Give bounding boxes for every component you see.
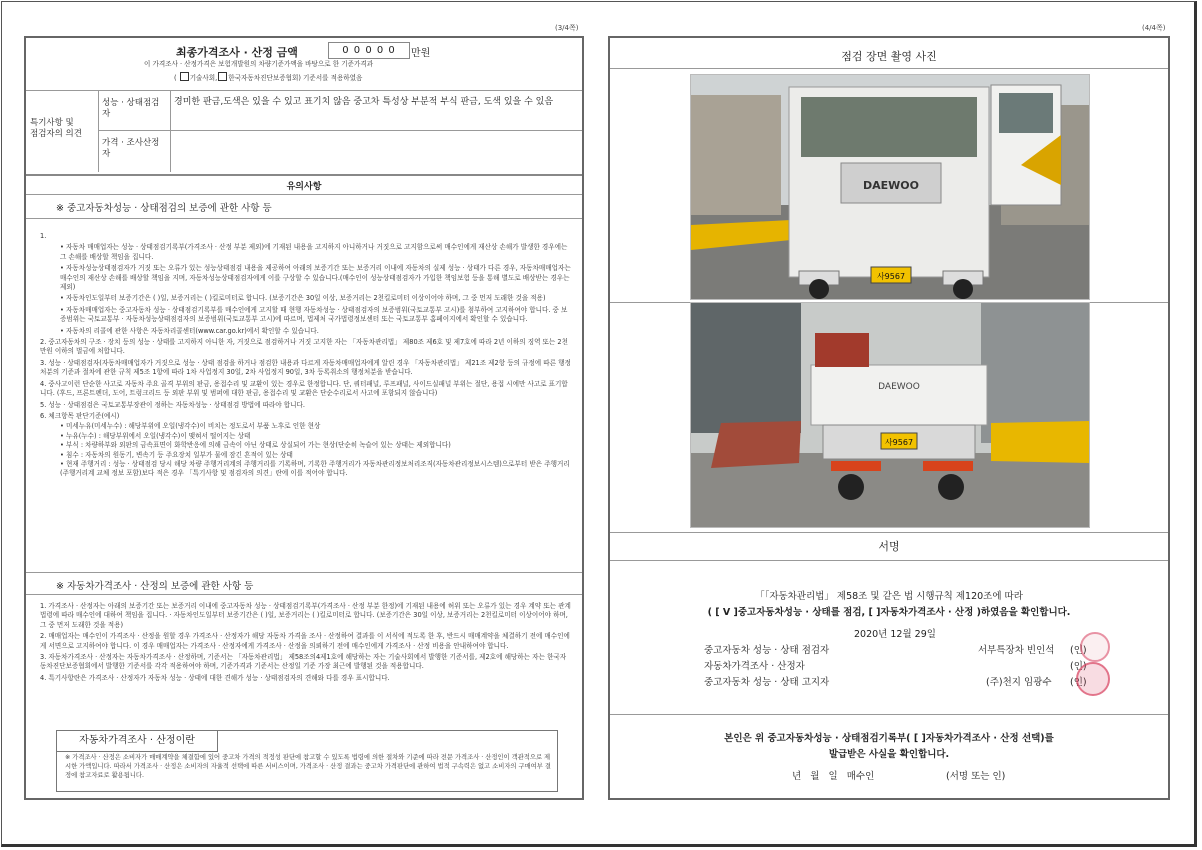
rear-plate-text: 사9567: [884, 438, 914, 447]
final-price-note2: ( 기술사회, 한국자동차진단보증협회) 기준서를 적용하였음: [174, 74, 363, 82]
inspector-label-cell: [98, 90, 171, 131]
section2-title: ※ 자동차가격조사 · 산정의 보증에 관한 사항 등: [56, 581, 254, 592]
s1-bullet: • 자동차 매매업자는 성능 · 상태점검기록부(가격조사 · 산정 부분 제외)에 기재된 내용을 고지하지 아니하거나 거짓으로 고지함으로써 매수인에게 재산상 손해가 발생한 경우에는 그 손해를 배상할 책임을 집니다.: [60, 243, 568, 261]
s2-item-4: 4. 특기사항란은 가격조사 · 산정자가 자동차 성능 · 상태에 대한 견해가 성능 · 상태점검자의 견해와 다를 경우 표시합니다.: [40, 673, 390, 682]
appraiser-label-cell: [98, 130, 171, 172]
rear-photo: [690, 302, 1090, 528]
left-page: [24, 36, 584, 800]
s1-bullet: • 부식 : 차량하부와 외판의 금속표면이 화학반응에 의해 금속이 아닌 상태로 상실되어 가는 현상(단순히 녹슬어 있는 상태는 제외합니다): [60, 441, 451, 450]
page-number-right: (4/4쪽): [1142, 24, 1166, 32]
s1-item-5: 5. 성능 · 상태점검은 국토교통부장관이 정하는 자동차성능 · 상태점검 방법에 따라야 합니다.: [40, 400, 305, 409]
section1-list: [40, 232, 572, 479]
right-page: [608, 36, 1170, 800]
signer-3-seal-label: (인): [1070, 677, 1087, 688]
price-definition-box: [56, 730, 558, 792]
s1-bullet: • 누유(누수) : 해당부위에서 오일(냉각수)이 맺혀서 떨어지는 상태: [60, 431, 251, 440]
signer-1-role: 중고자동차 성능 · 상태 점검자: [704, 645, 830, 656]
signer-2-seal-label: (인): [1070, 661, 1087, 672]
s1-item-4: 4. 중사고이런 단순한 사고로 자동차 주요 골격 부위의 판금, 용접수리 및 교환이 있는 경우로 한정합니다. 단, 쿼터패널, 루프패널, 사이드실패널 부위는 절단, 용접 시에만 사고로 표기합니다. (후드, 프론트펜더, 도어, 트렁크리드 등 외판 부위 및 범퍼에 대한 판금, 용접수리 및 교환은 단순수리로서 사고에 포함되지 않습니다): [40, 379, 568, 398]
front-brand-text: DAEWOO: [863, 179, 919, 192]
photo-section-title: 점검 장면 촬영 사진: [841, 50, 937, 63]
final-price-section: [26, 38, 582, 94]
s1-item-1: 1. • 자동차 매매업자는 성능 · 상태점검기록부(가격조사 · 산정 부분 제외)에 기재된 내용을 고지하지 아니하거나 거짓으로 고지함으로써 매수인에게 재산상 손해가 발생한 경우에는 그 손해를 배상할 책임을 집니다. • 자동차성능상태점검자가 거짓 또는 오류가 있는 성능상태점검 내용을 제공하여 아래의 보증기간 또는 보증거리 이내에 자동차의 실제 성능 · 상태가 다른 경우, 자동차매매업자는 매수인의 재산상 손해를 배상할 책임을 지며, 자동차성능상태점검자에게 이를 구상할 수 있습니다.(매수인이 성능상태점검자가 가입한 책임보험 등을 통해 별도로 배상받는 경우는 제외) • 자동차인도일부터 보증기간은 ( )일, 보증거리는 ( )킬로미터로 합니다. (보증기간은 30일 이상, 보증거리는 2천킬로미터 이상이어야 하며, 그 중 먼저 도래한 것을 적용) • 자동차매매업자는 중고자동차 성능 · 상태점검기록부를 매수인에게 고지할 때 현행 자동차성능 · 상태점검자의 보증범위(국토교통부 고시)를 첨부하여 고지하여야 합니다. 중 보증범위는 국토교통부 · 자동차성능상태점검자의 보증범위(국토교통부 고시)에 따르며, 법제처 국가법령정보센터 또는 국토교통부 홈페이지에서 확인할 수 있습니다. • 자동차의 리콜에 관한 사항은 자동차리콜센터(www.car.go.kr)에서 확인할 수 있습니다.: [40, 232, 571, 335]
front-plate-text: 사9567: [876, 272, 906, 281]
s2-item-3: 3. 자동차가격조사 · 산정자는 자동차가격조사 · 산정하며, 기준서는 「자동차관리법」 제58조의4제1호에 해당하는 자는 기술사회에서 발행한 기준서를, 제2호에 해당하는 자는 한국자동차진단보증협회에서 발행한 기준서를 각각 적용하여야 하며, 기준가격과 기준서는 산정일 기준 가장 최근에 발행된 것을 적용합니다.: [40, 653, 567, 671]
inspector-opinion-text: 경미한 판금,도색은 있을 수 있고 표기치 않음 중고차 특성상 부분적 부식 판금, 도색 있을 수 있음: [174, 97, 554, 107]
sign-date: 2020년 12월 29일: [854, 629, 936, 640]
s1-item-2: 2. 중고자동차의 구조 · 장치 등의 성능 · 상태를 고지하지 아니한 자, 거짓으로 점검하거나 거짓 고지한 자는 「자동차관리법」 제80조 제6호 및 제7호에 따라 2년 이하의 징역 또는 2천만원 이하의 벌금에 처합니다.: [40, 338, 568, 356]
law-line-2: ( [ V ]중고자동차성능 · 상태를 점검, [ ]자동차가격조사 · 산정 )하였음을 확인합니다.: [707, 607, 1071, 618]
final-price-note1: 이 가격조사 · 산정가격은 보험개발원의 차량기준가액을 바탕으로 한 기준가격과: [144, 60, 374, 68]
s1-bullet: • 침수 : 자동차의 원동기, 변속기 등 주요장치 일부가 물에 잠긴 흔적이 있는 상태: [60, 450, 293, 459]
section2-list: [40, 602, 572, 683]
s1-bullet: • 자동차의 리콜에 관한 사항은 자동차리콜센터(www.car.go.kr)에서 확인할 수 있습니다.: [60, 326, 319, 335]
final-price-unit: 만원: [411, 48, 431, 59]
signer-1-name: 서부특장차 빈인석: [978, 645, 1055, 656]
receipt-line-2: 발급받은 사실을 확인합니다.: [828, 749, 950, 760]
s1-bullet: • 자동차매매업자는 중고자동차 성능 · 상태점검기록부를 매수인에게 고지할 때 현행 자동차성능 · 상태점검자의 보증범위(국토교통부 고시)를 첨부하여 고지하여야 합니다. 중 보증범위는 국토교통부 · 자동차성능상태점검자의 보증범위(국토교통부 고시)에 따르며, 법제처 국가법령정보센터 또는 국토교통부 홈페이지에서 확인할 수 있습니다.: [60, 305, 568, 324]
seal-stamp-3: [1076, 662, 1110, 696]
final-price-amount: 0 0 0 0 0: [328, 42, 410, 59]
rear-brand-text: DAEWOO: [878, 382, 920, 392]
section1-title: ※ 중고자동차성능 · 상태점검의 보증에 관한 사항 등: [56, 203, 272, 214]
s1-item-6: 6. 체크항목 판단기준(예시) • 미세누유(미세누수) : 해당부위에 오일(냉각수)이 비치는 정도로서 부품 노후로 인한 현상 • 누유(누수) : 해당부위에서 오일(냉각수)이 맺혀서 떨어지는 상태 • 부식 : 차량하부와 외판의 금속표면이 화학반응에 의해 금속이 아닌 상태로 상실되어 가는 현상(단순히 녹슬어 있는 상태는 제외합니다) • 침수 : 자동차의 원동기, 변속기 등 주요장치 일부가 물에 잠긴 흔적이 있는 상태 • 현재 주행거리 : 성능 · 상태점검 당시 해당 차량 주행거리계의 주행거리를 기록하며, 기록한 주행거리가 자동차관리정보처리조직(자동차관리정보시스템)으로부터 받은 주행거리(주행거리계 교체 정보 포함)보다 적은 경우 「특기사항 및 점검자의 의견」란에 이를 적어야 합니다.: [40, 412, 572, 479]
signer-2-role: 자동차가격조사 · 산정자: [704, 661, 805, 672]
rear-photo-illustration: [691, 303, 1089, 527]
final-price-title: 최종가격조사 · 산정 금액: [176, 46, 298, 59]
opinion-label-cell: [26, 90, 99, 172]
s1-item-3: 3. 성능 · 상태점검자(자동차매매업자가 거짓으로 성능 · 상태 점검을 하거나 점검한 내용과 다르게 자동차매매업자에게 알린 경우 「자동차관리법」 제21조 제2항 등의 규정에 따른 행정처분의 기준과 절차에 관한 규칙 제5조 1항에 따라 1차 사업정지 30일, 2차 사업정지 90일, 3차 등록취소의 행정처분을 받습니다.: [40, 358, 571, 377]
law-line-1: 「「자동차관리법」 제58조 및 같은 법 시행규칙 제120조에 따라: [755, 591, 1023, 602]
inspector-label: 성능 · 상태점검자: [102, 98, 160, 119]
front-photo: [690, 74, 1090, 300]
receipt-line-1: 본인은 위 중고자동차성능 · 상태점검기록부( [ ]자동차가격조사 · 산정 선택)를: [724, 733, 1054, 744]
front-photo-illustration: [691, 75, 1089, 299]
signature-section-title: 서명: [878, 540, 900, 553]
s1-bullet: • 현재 주행거리 : 성능 · 상태점검 당시 해당 차량 주행거리계의 주행거리를 기록하며, 기록한 주행거리가 자동차관리정보처리조직(자동차관리정보시스템)으로부터 받은 주행거리(주행거리계 교체 정보 포함)보다 적은 경우 「특기사항 및 점검자의 의견」란에 이를 적어야 합니다.: [60, 459, 570, 478]
receipt-date-buyer: 년 월 일 매수인: [792, 771, 875, 782]
signer-3-role: 중고자동차 성능 · 상태 고지자: [704, 677, 830, 688]
opinion-section-label: 특기사항 및 점검자의 의견: [30, 118, 82, 139]
s2-item-1: 1. 가격조사 · 산정자는 아래의 보증기간 또는 보증거리 이내에 중고자동차 성능 · 상태점검기록부(가격조사 · 산정 부분 한정)에 기재된 내용에 허위 또는 오류가 있는 경우 계약 또는 관계법령에 따라 매수인에 대하여 책임을 집니다. · 자동차인도일부터 보증기간은 ( )일, 보증거리는 ( )킬로미터로 합니다. (보증기간은 30일 이상, 보증거리는 2천킬로미터 이상이어야 하며, 그 중 먼저 도래한 것을 적용): [40, 602, 571, 629]
price-definition-title: 자동차가격조사 · 산정이란: [57, 731, 218, 752]
receipt-signature-field[interactable]: (서명 또는 인): [946, 771, 1006, 782]
appraiser-label: 가격 · 조사산정자: [102, 138, 160, 159]
s1-bullet: • 자동차성능상태점검자가 거짓 또는 오류가 있는 성능상태점검 내용을 제공하여 아래의 보증기간 또는 보증거리 이내에 자동차의 실제 성능 · 상태가 다른 경우, 자동차매매업자는 매수인의 재산상 손해를 배상할 책임을 지며, 자동차성능상태점검자에게 이를 구상할 수 있습니다.(매수인이 성능상태점검자가 가입한 책임보험 등을 통해 별도로 배상받는 경우는 제외): [60, 264, 571, 292]
page-number-left: (3/4쪽): [555, 24, 579, 32]
s1-bullet: • 미세누유(미세누수) : 해당부위에 오일(냉각수)이 비치는 정도로서 부품 노후로 인한 현상: [60, 422, 321, 431]
tech-society-checkbox[interactable]: [180, 72, 189, 81]
price-definition-text: ※ 가격조사 · 산정은 소비자가 매매계약을 체결함에 있어 중고차 가격의 적정성 판단에 참고할 수 있도록 법령에 의한 절차와 기준에 따라 전문 가격조사 · 산정인이 객관적으로 제시한 가액입니다. 따라서 가격조사 · 산정은 소비자의 자율적 선택에 따른 서비스이며, 가격조사 · 산정 결과는 중고차 가격판단에 관하여 법적 구속력은 없고 소비자의 구매여부 결정에 참고자료로 활용됩니다.: [65, 754, 551, 779]
assoc-checkbox[interactable]: [218, 72, 227, 81]
signer-1-seal-label: (인): [1070, 645, 1087, 656]
s2-item-2: 2. 매매업자는 매수인이 가격조사 · 산정을 원할 경우 가격조사 · 산정자가 해당 자동차 가격을 조사 · 산정하여 결과를 이 서식에 적도록 한 후, 반드시 매매계약을 체결하기 전에 매수인에게 서면으로 고지하여야 합니다. 이 경우 매매업자는 가격조사 · 산정자에게 가격조사 · 산정을 의뢰하기 전에 매수인에게 가격조사 · 산정 비용을 안내하여야 합니다.: [40, 632, 570, 650]
notice-title: 유의사항: [286, 182, 322, 192]
opinion-table: [26, 90, 582, 172]
signer-3-name: (주)천지 임광수: [986, 677, 1052, 688]
s1-bullet: • 자동차인도일부터 보증기간은 ( )일, 보증거리는 ( )킬로미터로 합니다. (보증기간은 30일 이상, 보증거리는 2천킬로미터 이상이어야 하며, 그 중 먼저 도래한 것을 적용): [60, 294, 546, 303]
